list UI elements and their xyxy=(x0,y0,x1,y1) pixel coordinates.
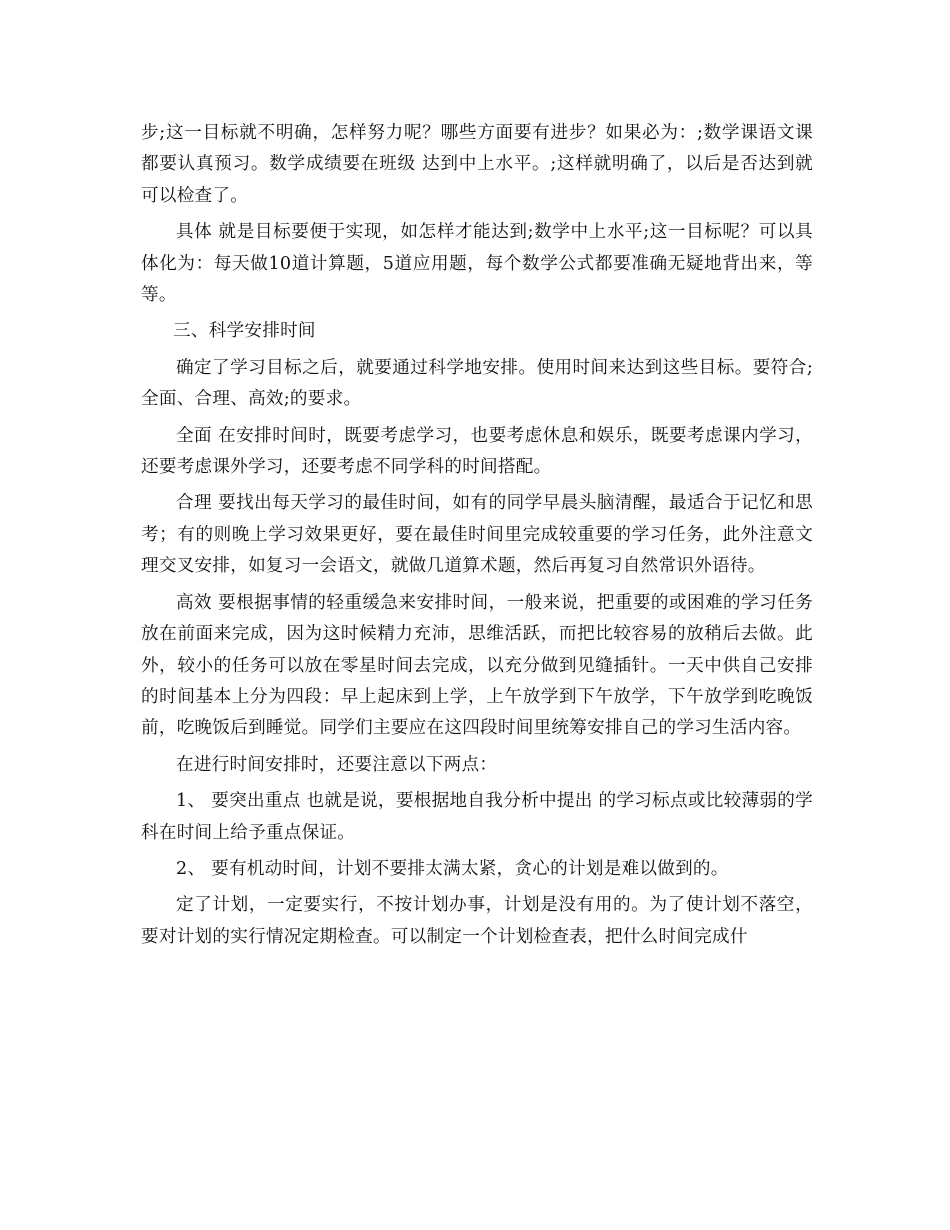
list-item-flexible-time: 2、 要有机动时间，计划不要排太满太紧，贪心的计划是难以做到的。 xyxy=(176,858,729,879)
paragraph-specific: 具体 就是目标要便于实现，如怎样才能达到;数学中上水平;这一目标呢？可以具体化为：每天做10道计算题，5道应用题，每个数学公式都要准确无疑地背出来，等等。 xyxy=(141,222,813,306)
document-body xyxy=(141,118,813,958)
paragraph-execute-plan: 定了计划，一定要实行，不按计划办事，计划是没有用的。为了使计划不落空，要对计划的实行情况定期检查。可以制定一个计划检查表，把什么时间完成什 xyxy=(141,895,813,947)
paragraph-two-points: 在进行时间安排时，还要注意以下两点： xyxy=(176,754,498,775)
section-heading-time-planning: 三、科学安排时间 xyxy=(173,321,316,342)
paragraph-reasonable: 合理 要找出每天学习的最佳时间，如有的同学早晨头脑清醒，最适合于记忆和思考；有的则晚上学习效果更好，要在最佳时间里完成较重要的学习任务，此外注意文理交叉安排，如复习一会语文，就做几道算术题，然后再复习自然常识外语待。 xyxy=(141,493,813,577)
paragraph-efficient: 高效 要根据事情的轻重缓急来安排时间，一般来说，把重要的或困难的学习任务放在前面来完成，因为这时候精力充沛，思维活跃，而把比较容易的放稍后去做。此外，较小的任务可以放在零星时间去完成，以充分做到见缝插针。一天中供自己安排的时间基本上分为四段：早上起床到上学，上午放学到下午放学，下午放学到吃晚饭前，吃晚饭后到睡觉。同学们主要应在这四段时间里统筹安排自己的学习生活内容。 xyxy=(141,592,813,739)
paragraph-comprehensive: 全面 在安排时间时，既要考虑学习，也要考虑休息和娱乐，既要考虑课内学习，还要考虑课外学习，还要考虑不同学科的时间搭配。 xyxy=(141,425,813,478)
paragraph-after-goals: 确定了学习目标之后，就要通过科学地安排。使用时间来达到这些目标。要符合;全面、合理、高效;的要求。 xyxy=(141,357,813,410)
paragraph-goal-clarity: 步;这一目标就不明确，怎样努力呢？哪些方面要有进步？如果必为：;数学课语文课都要认真预习。数学成绩要在班级 达到中上水平。;这样就明确了，以后是否达到就可以检查了。 xyxy=(141,123,813,206)
list-item-focus: 1、 要突出重点 也就是说，要根据地自我分析中提出 的学习标点或比较薄弱的学科在时间上给予重点保证。 xyxy=(141,791,813,843)
